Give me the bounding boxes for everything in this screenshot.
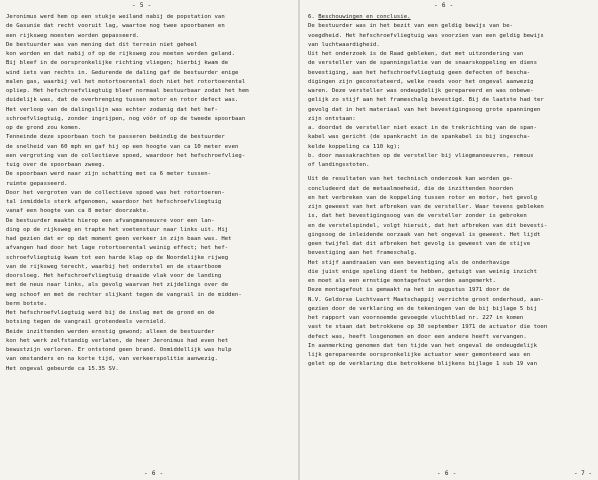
text-line: schroefvliegtuig, zonder ingrijpen, nog vóór of op de tweede spoorbaan [6,115,246,122]
text-line: berm botste. [6,300,48,307]
text-line: Het ongeval gebeurde ca 15.35 SV. [6,365,119,372]
text-line: is, dat het bevestigingsoog van de versteller zonder is gebroken [308,213,527,220]
section-heading: 6. Beschouwingen en conclusie. [308,14,411,20]
text-line: gelijk zo stijf aan het frameschalg bevestigd. Bij de laatste had ter [308,97,544,104]
right-page [300,0,598,480]
text-line: De spoorbaan werd naar zijn schatting met ca 6 meter tussen- [6,171,212,178]
text-line: en de verstelspindel, volgt hieruit, dat het afbreken van dit bevesti- [308,222,548,229]
text-line: gelet op de verklaring die betrokkene blijkens bijlage 1 sub 19 van [308,361,537,368]
text-line: De bestuurder was van mening dat dit terrein niet geheel [6,41,198,48]
text-line: wind iets van rechts in. Gedurende de daling gaf de bestuurder enige [6,69,239,76]
right-page-number-bottom: - 6 - [437,470,457,477]
text-line: opliep. Het hefschroefvliegtuig bleef normaal bestuurbaar zodat het hem [6,88,249,94]
text-line: op de grond zou komen. [6,125,82,131]
text-line: De bestuurder was in het bezit van een geldig bewijs van be- [308,23,514,30]
text-line: lijk gerepareerde oorspronkelijke actuator weer gemonteerd was en [308,352,531,358]
text-line: kelde koppeling ca 110 kg); [308,143,401,150]
text-line: N.V. Geldorse Luchtvaart Maatschappij verrichte groot onderhoud, aan- [308,296,544,303]
text-line: kabel was gericht (de spankracht in de spankabel is bij ingescha- [308,134,531,141]
text-line: Het hefschroefvliegtuig werd bij de inslag met de grond en de [6,310,215,316]
text-line: tuig over de spoorbaan zweeg. [6,162,106,168]
text-line: kon het werk zelfstandig verlaten, de heer Jeronimus had even het [6,337,229,344]
text-line: gezien door de verklaring en de tekeningen van de bij bijlage 5 bij [308,305,537,312]
text-line: gevolg dat in het materiaal van het bevestigingsoog grote spanningen [308,106,541,113]
text-line: of landingsstoten. [308,162,370,168]
text-line: botsing tegen de vangrail grotendeels vernield. [6,319,167,326]
text-line: digingen zijn geconstateerd, welke reeds voor het ongeval aanwezig [308,78,534,85]
text-line: en moet als een ernstige montagefout worden aangemerkt. [308,278,496,284]
text-line: had gezien dat er op dat moment geen verkeer in zijn baan was. Het [6,236,232,242]
text-line: Tenneinde deze spoorbaan toch te passeren beëindig de bestuurder [6,134,225,141]
text-line: met de neus naar links, als gevolg waarvan het zijdelings over de [6,282,229,289]
text-line: defect was, heeft losgenomen en door een andere heeft vervangen. [308,333,527,340]
text-line: afvangen had door het lage rotortoerental weinig effect; het hef- [6,245,229,252]
left-page-number-top: - 5 - [132,2,152,9]
text-line: en het verbreken van de koppeling tussen rotor en motor, het gevolg [308,194,537,201]
text-line: een vergroting van de collectieve spoed, waardoor het hefschroefvlieg- [6,152,246,159]
text-line: In aanmerking genomen dat ten tijde van het ongeval de ondeugdelijk [308,342,537,349]
text-line: voegdheid. Het hefschroefvliegtuig was voorzien van een geldig bewijs [308,32,544,39]
text-line: geen twijfel dat dit afbreken het gevolg is geweest van de stijve [308,241,531,247]
text-line: een rijksweg moesten worden gepasseerd. [6,32,140,39]
text-line: vanaf een hoogte van ca 8 meter doorzakte. [6,208,150,215]
text-line: b. door massakrachten op de versteller bij vliegmanoeuvres, remous [308,152,534,159]
text-line: weg schoof en met de rechter slijkant tegen de vangrail in de midden- [6,291,242,298]
left-page-body [6,13,290,374]
text-line: van luchtwaardigheid. [308,41,380,48]
text-line: concludeerd dat de metaalmoeheid, die de inzittenden hoorden [308,185,514,192]
right-page-number-top: - 6 - [434,2,454,9]
text-line: Deze montagefout is gemaakt na het in augustus 1971 door de [308,287,510,294]
text-line: Uit de resultaten van het technisch onderzoek kan worden ge- [308,176,514,183]
text-line: De bestuurder maakte hierop een afvangmanoeuvre voor een lan- [6,217,215,224]
text-line: duidelijk was, dat de overbrenging tussen motor en rotor defect was. [6,97,239,104]
text-line: de versteller van de spanningslatie van de snaarskoppeling en diens [308,60,537,67]
text-line: bewustzijn verloren. Er ontstond geen brand. Onmiddellijk was hulp [6,347,232,353]
text-line: kon worden en dat nabij of op de rijksweg zou moeten worden geland. [6,51,235,57]
text-line: het rapport van voornoemde gevoegde vluchtblad nr. 227 in komen [308,315,524,321]
text-line: de snelheid van 60 mph en gaf hij op een hoogte van ca 10 meter even [6,143,239,150]
left-page-number-bottom: - 6 - [144,470,164,477]
text-line: Uit het onderzoek is de Raad gebleken, dat met uitzondering van [308,51,524,57]
text-line: gingsoog de inleidende oorzaak van het ongeval is geweest. Het lijdt [308,231,541,238]
text-line: zijn geweest van het afbreken van de versteller. Waar tevens gebleken [308,204,544,210]
text-line: doorsloeg. Het hefschroefvliegtuig draaide vlak voor de landing [6,273,222,279]
text-line: malen gas, waarbij vel het motortoerental doch niet het rotortoerental [6,78,246,85]
left-page [0,0,298,480]
text-line: van de rijksweg terecht, waarbij het onderstel en de staartboom [6,263,222,270]
text-line: Door het vergroten van de collectieve spoed was het rotortoeren- [6,189,225,196]
text-line: bevestiging, aan het hefschroefvliegtuig geen defecten of bescha- [308,69,531,76]
right-page-body [308,13,592,370]
text-line: Bij bleef in de oorspronkelijke richting vliegen; hierbij kwam de [6,60,229,67]
text-line: bevestiging aan het frameschalg. [308,250,418,257]
text-line: schroefvliegtuig kwam tot een harde klap op de Noordelijke rijweg [6,254,229,261]
text-line: de Gasunie dat recht vooruit lag, waartoe nog twee spoorbanen en [6,23,225,30]
text-line: Het verloop van de dalingslijn was echter zodanig dat het hef- [6,106,218,113]
text-line: ding op de rijksweg en trapte het voetenstuur naar links uit. Hij [6,226,229,233]
text-line: zijn ontstaan: [308,115,356,122]
text-line: vast te staan dat betrokkene op 30 september 1971 de actuator die toen [308,324,548,331]
text-line: tal inmiddels sterk afgenomen, waardoor het hefschroefvliegtuig [6,199,222,205]
text-line: die juist enige speling dient te hebben, getuigt van weinig inzicht [308,268,537,275]
text-line: Jeronimus werd hem op een stukje weiland nabij de popstation van [6,14,225,20]
text-line: a. doordat de versteller niet exact in de trekrichting van de span- [308,125,537,131]
next-page-reference: - 7 - [573,470,592,477]
text-line: Beide inzittenden werden ernstig gewond; alleen de bestuurder [6,328,215,335]
text-line: waren. Deze versteller was ondeugdelijk gerepareerd en was onbewe- [308,88,534,94]
text-line: Het stijf aandraaien van een bevestiging als de onderhavige [308,259,510,266]
text-line: van omstanders en na korte tijd, van verkeerspolitie aanwezig. [6,356,218,363]
text-line: ruimte gepasseerd. [6,180,68,187]
